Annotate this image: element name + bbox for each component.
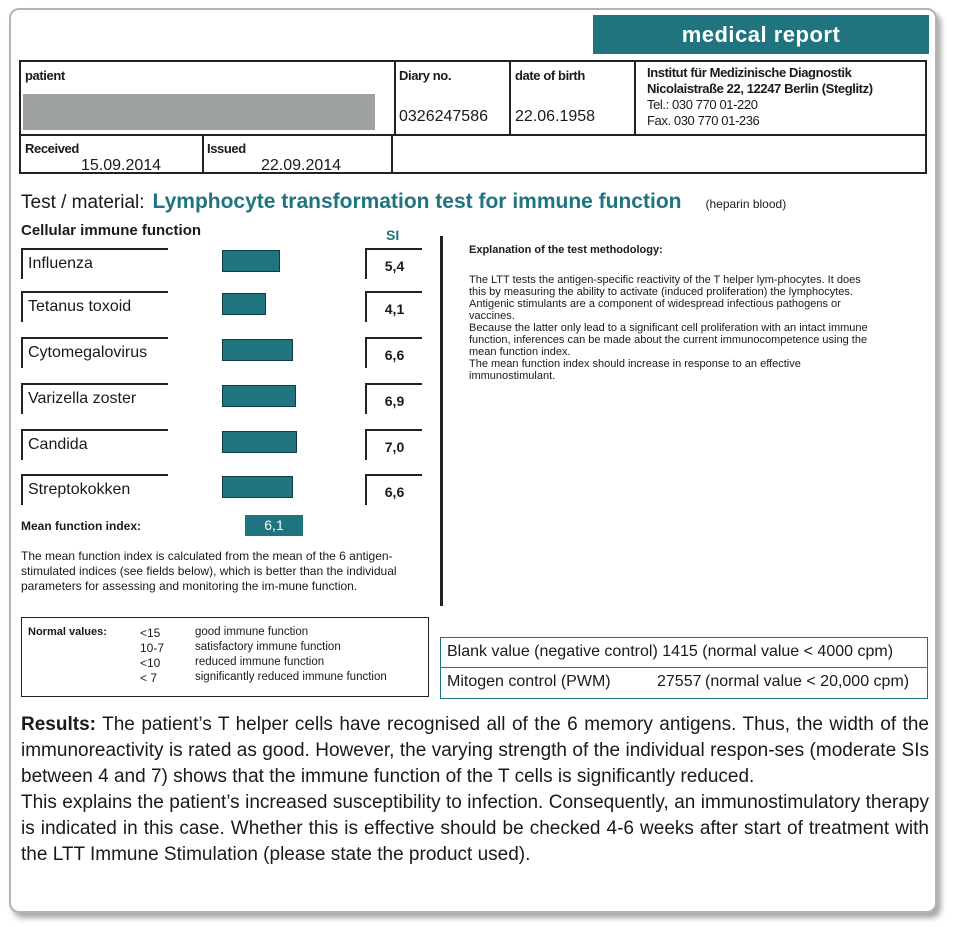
si-value: 6,6 xyxy=(365,337,422,368)
normal-desc: satisfactory immune function xyxy=(195,641,341,653)
institute-address: Nicolaistraße 22, 12247 Berlin (Steglitz) xyxy=(647,81,873,96)
si-bar xyxy=(222,293,266,315)
normal-range: < 7 xyxy=(140,671,158,685)
institute-name: Institut für Medizinische Diagnostik xyxy=(647,65,852,80)
blank-control-text: Blank value (negative control) 1415 (normal value < 4000 cpm) xyxy=(447,643,894,660)
si-bar xyxy=(222,476,293,498)
patient-label: patient xyxy=(25,68,65,83)
explanation-title: Explanation of the test methodology: xyxy=(469,244,663,256)
mean-function-label: Mean function index: xyxy=(21,519,141,533)
dob-label: date of birth xyxy=(515,68,585,83)
test-material: (heparin blood) xyxy=(705,197,787,211)
si-value: 5,4 xyxy=(365,248,422,279)
antigen-label: Streptokokken xyxy=(21,474,168,505)
institute-block xyxy=(647,65,873,129)
antigen-label: Cytomegalovirus xyxy=(21,337,168,368)
normal-range: <15 xyxy=(140,626,161,640)
si-bar xyxy=(222,385,296,407)
mitogen-label: Mitogen control (PWM) xyxy=(447,673,611,690)
si-value: 6,9 xyxy=(365,383,422,414)
dob-value: 22.06.1958 xyxy=(515,108,596,125)
antigen-label: Varizella zoster xyxy=(21,383,168,414)
explanation-paragraph-1: The LTT tests the antigen-specific reactivity of the T helper lym-phocytes. It does this by measuring the ability to activate (induced proliferation) the lymphocytes. Antigenic stimulants are a component of widespread infectious pathogens or vaccines. xyxy=(469,274,861,322)
institute-fax: Fax. 030 770 01-236 xyxy=(647,113,760,128)
issued-label: Issued xyxy=(207,141,246,156)
antigen-label: Influenza xyxy=(21,248,168,279)
si-bar xyxy=(222,250,280,272)
cellular-immune-title: Cellular immune function xyxy=(21,222,202,239)
test-material-line xyxy=(21,190,786,214)
explanation-paragraph-3: The mean function index should increase in response to an effective immunostimulant. xyxy=(469,358,801,382)
si-bar xyxy=(222,339,293,361)
vertical-divider xyxy=(440,236,443,606)
patient-header-table xyxy=(19,60,927,174)
si-header: SI xyxy=(386,227,400,243)
normal-range: <10 xyxy=(140,656,161,670)
normal-range: 10-7 xyxy=(140,641,165,655)
mean-function-description: The mean function index is calculated from the mean of the 6 antigen-stimulated indices (see fields below), which is better than the individual parameters for assessing and monitoring the im-mune function. xyxy=(21,549,397,593)
institute-tel: Tel.: 030 770 01-220 xyxy=(647,97,758,112)
issued-date: 22.09.2014 xyxy=(261,157,342,174)
normal-value-row xyxy=(22,671,430,686)
results-heading: Results: xyxy=(21,714,96,735)
blank-control-row xyxy=(441,638,927,668)
mitogen-value: 27557 xyxy=(657,673,702,690)
received-label: Received xyxy=(25,141,79,156)
mean-function-value: 6,1 xyxy=(245,515,303,536)
normal-value-row xyxy=(22,656,430,671)
normal-values-label: Normal values: xyxy=(28,626,107,638)
received-date: 15.09.2014 xyxy=(81,157,162,174)
explanation-paragraph-2: Because the latter only lead to a significant cell proliferation with an intact immune function, inferences can be made about the current immunocompetence using the mean function index. xyxy=(469,322,868,358)
report-banner: medical report xyxy=(593,15,929,54)
explanation-text xyxy=(469,274,869,382)
si-value: 6,6 xyxy=(365,474,422,505)
antigen-label: Tetanus toxoid xyxy=(21,291,168,322)
results-paragraph-2: This explains the patient’s increased susceptibility to infection. Consequently, an immunostimulatory therapy is indicated in this case. Whether this is effective should be checked 4-6 weeks after start of treatment with the LTT Immune Stimulation (please state the product used). xyxy=(21,792,929,865)
mitogen-control-row xyxy=(441,668,927,697)
patient-name-redacted xyxy=(23,94,375,130)
normal-values-box xyxy=(21,617,429,697)
mitogen-normal: (normal value < 20,000 cpm) xyxy=(705,673,910,690)
normal-desc: significantly reduced immune function xyxy=(195,671,387,683)
diary-number: 0326247586 xyxy=(399,108,488,125)
normal-desc: reduced immune function xyxy=(195,656,325,668)
normal-desc: good immune function xyxy=(195,626,309,638)
antigen-label: Candida xyxy=(21,429,168,460)
si-value: 4,1 xyxy=(365,291,422,322)
si-value: 7,0 xyxy=(365,429,422,460)
test-name: Lymphocyte transformation test for immune function xyxy=(152,190,682,213)
results-paragraph-1: The patient’s T helper cells have recognised all of the 6 memory antigens. Thus, the width of the immunoreactivity is rated as good. However, the varying strength of the individual respon-ses (moderate SIs between 4 and 7) shows that the immune function of the T cells is significantly reduced. xyxy=(21,714,929,787)
controls-box xyxy=(440,637,928,699)
results-section xyxy=(21,712,929,868)
normal-value-row xyxy=(22,641,430,656)
test-prefix: Test / material: xyxy=(21,192,145,213)
diary-label: Diary no. xyxy=(399,68,452,83)
si-bar xyxy=(222,431,297,453)
normal-value-row xyxy=(22,626,430,641)
